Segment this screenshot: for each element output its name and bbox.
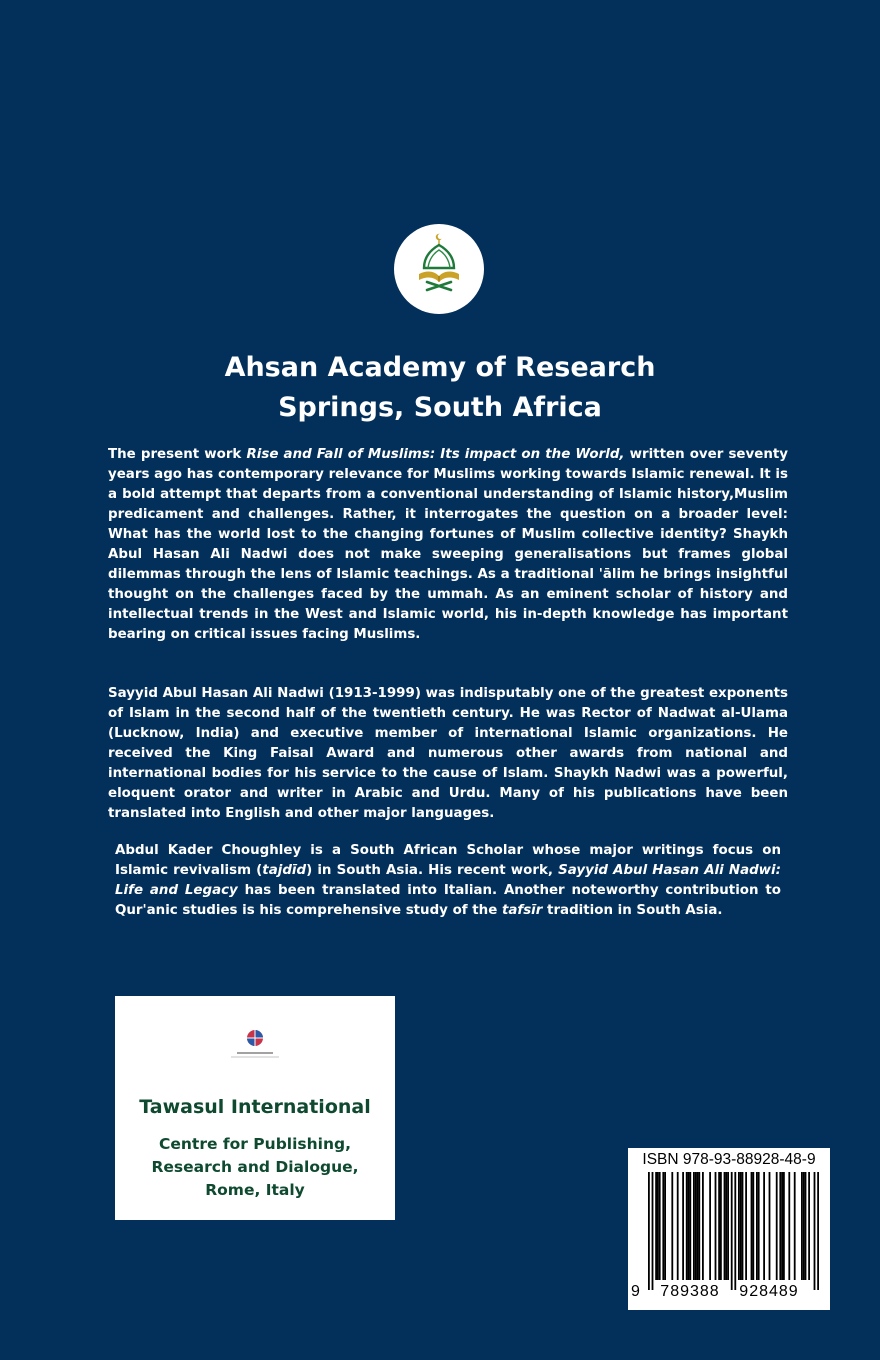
barcode-bar <box>702 1172 704 1280</box>
barcode-bar <box>657 1172 659 1280</box>
barcode-bar <box>659 1172 661 1280</box>
barcode-bar <box>648 1172 650 1290</box>
barcode-bar <box>808 1172 810 1280</box>
barcode-bar <box>655 1172 657 1280</box>
publisher-line-2: Research and Dialogue, <box>151 1158 359 1176</box>
barcode-bar <box>805 1172 807 1280</box>
barcode-bar <box>725 1172 727 1280</box>
barcode-bar <box>727 1172 729 1280</box>
barcode-bar <box>794 1172 796 1280</box>
barcode-bar <box>752 1172 754 1280</box>
recent-work-title: Sayyid Abul Hasan Ali Nadwi: Life and Legacy <box>115 863 782 898</box>
barcode-bar <box>698 1172 700 1280</box>
barcode-bar <box>801 1172 803 1280</box>
barcode-bar <box>751 1172 753 1280</box>
barcode-bar <box>664 1172 666 1280</box>
barcode-bar <box>738 1172 740 1280</box>
desc-lead: The present work <box>108 447 247 462</box>
barcode-bar <box>677 1172 679 1280</box>
book-description-paragraph <box>108 445 788 645</box>
barcode-bar <box>740 1172 742 1280</box>
publisher-line-3: Rome, Italy <box>205 1181 305 1199</box>
academy-location: Springs, South Africa <box>278 392 602 423</box>
barcode-bar <box>724 1172 726 1280</box>
ean-first-digit: 9 <box>631 1283 640 1300</box>
academy-title <box>0 348 880 428</box>
academy-name: Ahsan Academy of Research <box>224 352 656 383</box>
barcode-bar <box>718 1172 720 1280</box>
academy-logo <box>394 224 484 314</box>
barcode-bar <box>693 1172 695 1280</box>
translator-bio-paragraph <box>115 841 781 921</box>
barcode-bar <box>803 1172 805 1280</box>
ean-right-group: 928489 <box>739 1283 799 1300</box>
book-title-italic: Rise and Fall of Muslims: Its impact on the World, <box>246 447 625 462</box>
barcode-bar <box>745 1172 747 1280</box>
barcode-bar <box>788 1172 790 1280</box>
publisher-box <box>115 996 395 1220</box>
author-bio-paragraph: Sayyid Abul Hasan Ali Nadwi (1913-1999) was indisputably one of the greatest exponents of Islam in the second half of the twentieth century. He was Rector of Nadwat al-Ulama (Lucknow, India) and executive member of international Islamic organizations. He received the King Faisal Award and numerous other awards from national and international bodies for his service to the cause of Islam. Shaykh Nadwi was a powerful, eloquent orator and writer in Arabic and Urdu. Many of his publications have been translated into English and other major languages. <box>108 686 788 821</box>
barcode-bar <box>781 1172 783 1280</box>
barcode-bar <box>689 1172 691 1280</box>
term-tafsir: tafsīr <box>501 903 543 918</box>
isbn-barcode <box>628 1148 830 1310</box>
barcode-bar <box>682 1172 684 1280</box>
desc-body: written over seventy years ago has contemporary relevance for Muslims working towards Islamic renewal. It is a bold attempt that departs from a conventional understanding of Islamic history,Muslim predicament and challenges. Rather, it interrogates the question on a broader level: What has the world lost to the changing fortunes of Muslim collective identity? Shaykh Abul Hasan Ali Nadwi does not make sweeping generalisations but frames global dilemmas through the lens of Islamic teachings. As a traditional 'ālim he brings insightful thought on the challenges faced by the ummah. As an eminent scholar of history and intellectual trends in the West and Islamic world, his in-depth knowledge has important bearing on critical issues facing Muslims. <box>108 447 788 642</box>
publisher-details <box>115 1133 395 1202</box>
term-tajdid: tajdīd <box>262 863 307 878</box>
barcode-bar <box>769 1172 771 1280</box>
publisher-name: Tawasul International <box>139 1096 371 1118</box>
barcode-bar <box>742 1172 744 1280</box>
barcode-bar <box>709 1172 711 1280</box>
barcode-bar <box>776 1172 778 1280</box>
bio-part2: ) in South Asia. His recent work, <box>306 863 559 878</box>
publisher-line-1: Centre for Publishing, <box>158 1135 352 1153</box>
bio-part4: tradition in South Asia. <box>542 903 723 918</box>
barcode-bar <box>734 1172 736 1290</box>
barcode-bar <box>697 1172 699 1280</box>
isbn-label: ISBN 978-93-88928-48-9 <box>642 1151 816 1168</box>
barcode-bar <box>695 1172 697 1280</box>
bio-part1: Abdul Kader Choughley is a South African Scholar whose major writings focus on Islamic revivalism ( <box>115 843 781 878</box>
mosque-dome-book-icon <box>394 224 484 314</box>
barcode-bar <box>715 1172 717 1280</box>
bio-part3: has been translated into Italian. Another noteworthy contribution to Qur'anic studies is his comprehensive study of the <box>115 883 781 918</box>
barcode-bar <box>731 1172 733 1290</box>
barcode-bar <box>652 1172 654 1290</box>
barcode-bar <box>662 1172 664 1280</box>
barcode-bar <box>763 1172 765 1280</box>
barcode-bar <box>814 1172 816 1290</box>
barcode-bar <box>779 1172 781 1280</box>
ean-left-group: 789388 <box>660 1283 720 1300</box>
tawasul-globe-icon <box>223 1024 287 1064</box>
barcode-bar <box>686 1172 688 1280</box>
barcode-bar <box>783 1172 785 1280</box>
barcode-bar <box>688 1172 690 1280</box>
barcode-bar <box>758 1172 760 1280</box>
barcode-bar <box>720 1172 722 1280</box>
barcode-bar <box>756 1172 758 1280</box>
barcode-bar <box>817 1172 819 1290</box>
barcode-bar <box>671 1172 673 1280</box>
